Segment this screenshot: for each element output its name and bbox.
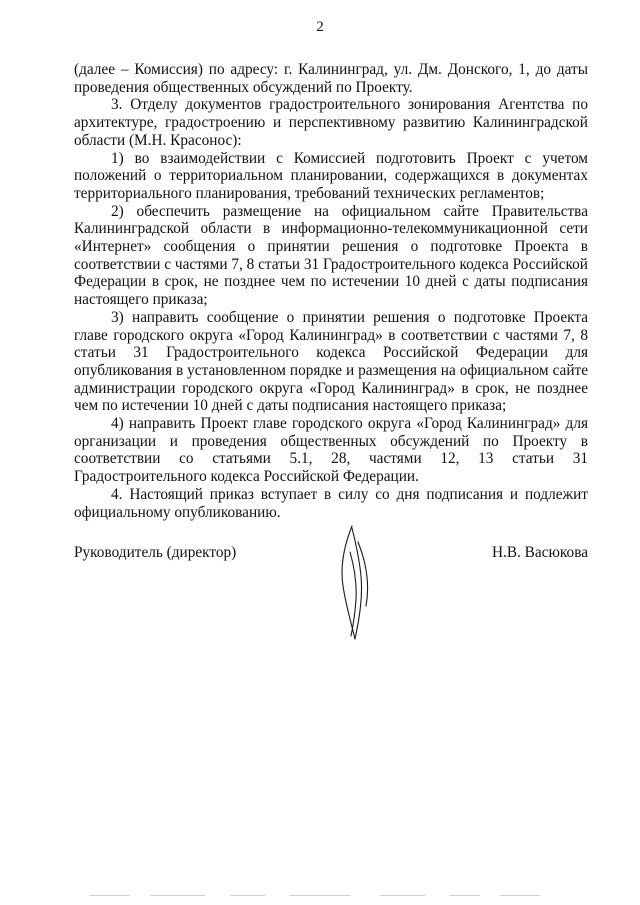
document-body <box>74 61 588 521</box>
page-number: 2 <box>316 19 324 35</box>
paragraph-subitem-4: 4) направить Проект главе городского округа «Город Калининград» для организации и проведения общественных обсуждений по Проекту в соответствии со статьями 5.1, 28, частями 12, 13 статьи 31 Градостроительного кодекса Российской Федерации. <box>74 415 588 486</box>
paragraph-item-4: 4. Настоящий приказ вступает в силу со дня подписания и подлежит официальному опубликованию. <box>74 485 588 521</box>
paragraph-item-3: 3. Отделу документов градостроительного зонирования Агентства по архитектуре, градостроению и перспективному развитию Калининградской области (М.Н. Красонос): <box>74 96 588 149</box>
scan-footer-marks <box>90 893 540 899</box>
paragraph-subitem-1: 1) во взаимодействии с Комиссией подготовить Проект с учетом положений о территориальном планировании, содержащихся в документах территориального планирования, требований технических регламентов; <box>74 149 588 202</box>
signatory-position: Руководитель (директор) <box>74 544 237 561</box>
paragraph-subitem-2: 2) обеспечить размещение на официальном сайте Правительства Калининградской области в информационно-телекоммуникационной сети «Интернет» сообщения о принятии решения о подготовке Проекта в соответствии с частями 7, 8 статьи 31 Градостроительного кодекса Российской Федерации в срок, не позднее чем по истечении 10 дней с даты подписания настоящего приказа; <box>74 202 588 309</box>
paragraph-commission-address: (далее – Комиссия) по адресу: г. Калининград, ул. Дм. Донского, 1, до даты проведения общественных обсуждений по Проекту. <box>74 61 588 96</box>
handwritten-signature <box>330 522 380 642</box>
signatory-name: Н.В. Васюкова <box>491 544 588 561</box>
paragraph-subitem-3: 3) направить сообщение о принятии решения о подготовке Проекта главе городского округа «Город Калининград» в соответствии с частями 7, 8 статьи 31 Градостроительного кодекса Российской Федерации для опубликования в установленном порядке и размещения на официальном сайте администрации городского округа «Город Калининград» в срок, не позднее чем по истечении 10 дней с даты подписания настоящего приказа; <box>74 308 588 415</box>
